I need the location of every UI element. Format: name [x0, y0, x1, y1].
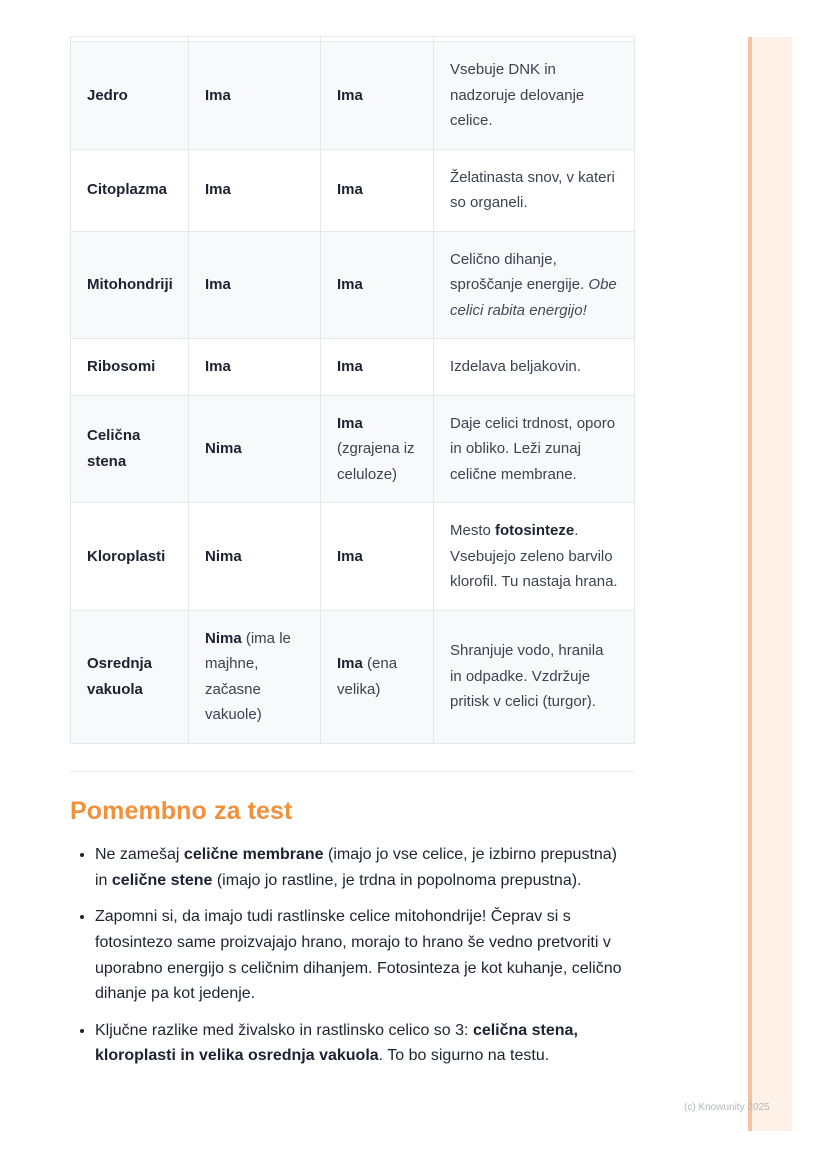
animal-note: (ima le majhne, začasne vakuole)	[205, 629, 291, 723]
organelle-name-cell	[71, 395, 189, 503]
list-item	[95, 842, 626, 893]
page-edge-stripe	[752, 37, 792, 1131]
animal-value: Ima	[205, 86, 231, 104]
organelle-name-cell	[71, 149, 189, 231]
bullet-bold: celične stene	[111, 871, 213, 889]
description-bold: fotosinteze	[495, 522, 575, 539]
animal-value: Ima	[205, 276, 231, 293]
animal-value: Nima	[205, 440, 242, 457]
plant-value: Ima	[337, 655, 363, 672]
animal-cell	[189, 149, 321, 231]
bullet-text: (imajo jo rastline, je trdna in popolnoma prepustna).	[212, 871, 582, 889]
organelle-name-cell	[71, 339, 189, 396]
animal-cell	[189, 339, 321, 396]
copyright-watermark: (c) Knowunity 2025	[684, 1102, 770, 1113]
plant-note: (ena velika)	[337, 655, 398, 698]
bullet-text: Ne zamešaj	[95, 846, 184, 864]
description-text: Želatinasta snov, v kateri so organeli.	[450, 168, 615, 211]
plant-cell	[321, 610, 434, 743]
list-item	[95, 904, 626, 1006]
plant-value: Ima	[337, 86, 363, 104]
plant-value: Ima	[337, 181, 363, 199]
page-edge-stripe-line	[748, 37, 752, 1131]
description-cell	[434, 149, 635, 231]
animal-cell	[189, 231, 321, 339]
list-item	[95, 1018, 626, 1069]
table-row	[71, 503, 635, 611]
organelle-name-cell	[71, 610, 189, 743]
table-row	[71, 231, 635, 339]
plant-value: Ima	[337, 414, 363, 432]
description-text: Celično dihanje, sproščanje energije.	[450, 250, 589, 293]
description-text: . Vsebujejo zeleno barvilo klorofil. Tu nastaja hrana.	[450, 522, 618, 590]
organelle-name: Osrednja vakuola	[87, 655, 153, 698]
plant-cell	[321, 339, 434, 396]
animal-cell	[189, 610, 321, 743]
table-row	[71, 395, 635, 503]
table-row	[71, 610, 635, 743]
plant-value: Ima	[337, 547, 363, 565]
plant-cell	[321, 503, 434, 611]
description-text: Daje celici trdnost, oporo in obliko. Leži zunaj celične membrane.	[450, 414, 616, 483]
organelle-name-cell	[71, 42, 189, 150]
animal-value: Nima	[205, 547, 242, 565]
animal-cell	[189, 395, 321, 503]
description-cell	[434, 42, 635, 150]
plant-cell	[321, 149, 434, 231]
organelle-name: Citoplazma	[87, 181, 168, 199]
organelle-name: Jedro	[87, 86, 128, 104]
description-text: Shranjuje vodo, hranila in odpadke. Vzdržuje pritisk v celici (turgor).	[450, 642, 604, 711]
animal-cell	[189, 42, 321, 150]
horizontal-divider	[70, 771, 634, 772]
animal-value: Nima	[205, 629, 242, 647]
description-text: Vsebuje DNK in nadzoruje delovanje celice.	[450, 61, 585, 129]
plant-value: Ima	[337, 358, 363, 375]
section-title: Pomembno za test	[70, 796, 293, 825]
description-cell	[434, 395, 635, 503]
organelle-name: Mitohondriji	[87, 276, 173, 293]
animal-cell	[189, 503, 321, 611]
plant-cell	[321, 231, 434, 339]
bullet-text: Zapomni si, da imajo tudi rastlinske celice mitohondrije! Čeprav si s fotosintezo same proizvajajo hrano, morajo to hrano še vedno pretvoriti v uporabno energijo s celičnim dihanjem. Fotosinteza je kot kuhanje, celično dihanje pa kot jedenje.	[95, 908, 622, 1003]
animal-value: Ima	[205, 181, 231, 199]
table-row	[71, 149, 635, 231]
description-cell	[434, 503, 635, 611]
organelle-name: Celična stena	[87, 427, 141, 470]
bullet-bold: celična stena, kloroplasti in velika osrednja vakuola	[95, 1021, 578, 1065]
table-row	[71, 42, 635, 150]
table-row	[71, 339, 635, 396]
animal-value: Ima	[205, 358, 231, 375]
description-cell	[434, 339, 635, 396]
plant-cell	[321, 395, 434, 503]
organelle-name-cell	[71, 503, 189, 611]
bullet-text: (imajo jo vse celice, je izbirno prepustna) in	[95, 846, 618, 889]
organelle-name: Kloroplasti	[87, 547, 166, 565]
plant-cell	[321, 42, 434, 150]
organelle-name: Ribosomi	[87, 358, 156, 375]
plant-value: Ima	[337, 276, 363, 293]
description-cell	[434, 610, 635, 743]
description-italic: Obe celici rabita energijo!	[450, 276, 617, 319]
page-content	[70, 36, 634, 1069]
bullet-bold: celične membrane	[183, 846, 324, 864]
plant-note: (zgrajena iz celuloze)	[337, 440, 415, 483]
organelle-comparison-table	[70, 36, 635, 744]
bullet-text: . To bo sigurno na testu.	[378, 1047, 550, 1065]
bullet-text: Ključne razlike med živalsko in rastlinsko celico so 3:	[95, 1021, 473, 1039]
test-notes-list	[70, 842, 626, 1069]
description-text: Mesto	[450, 522, 496, 539]
description-text: Izdelava beljakovin.	[450, 358, 581, 375]
organelle-name-cell	[71, 231, 189, 339]
description-cell	[434, 231, 635, 339]
